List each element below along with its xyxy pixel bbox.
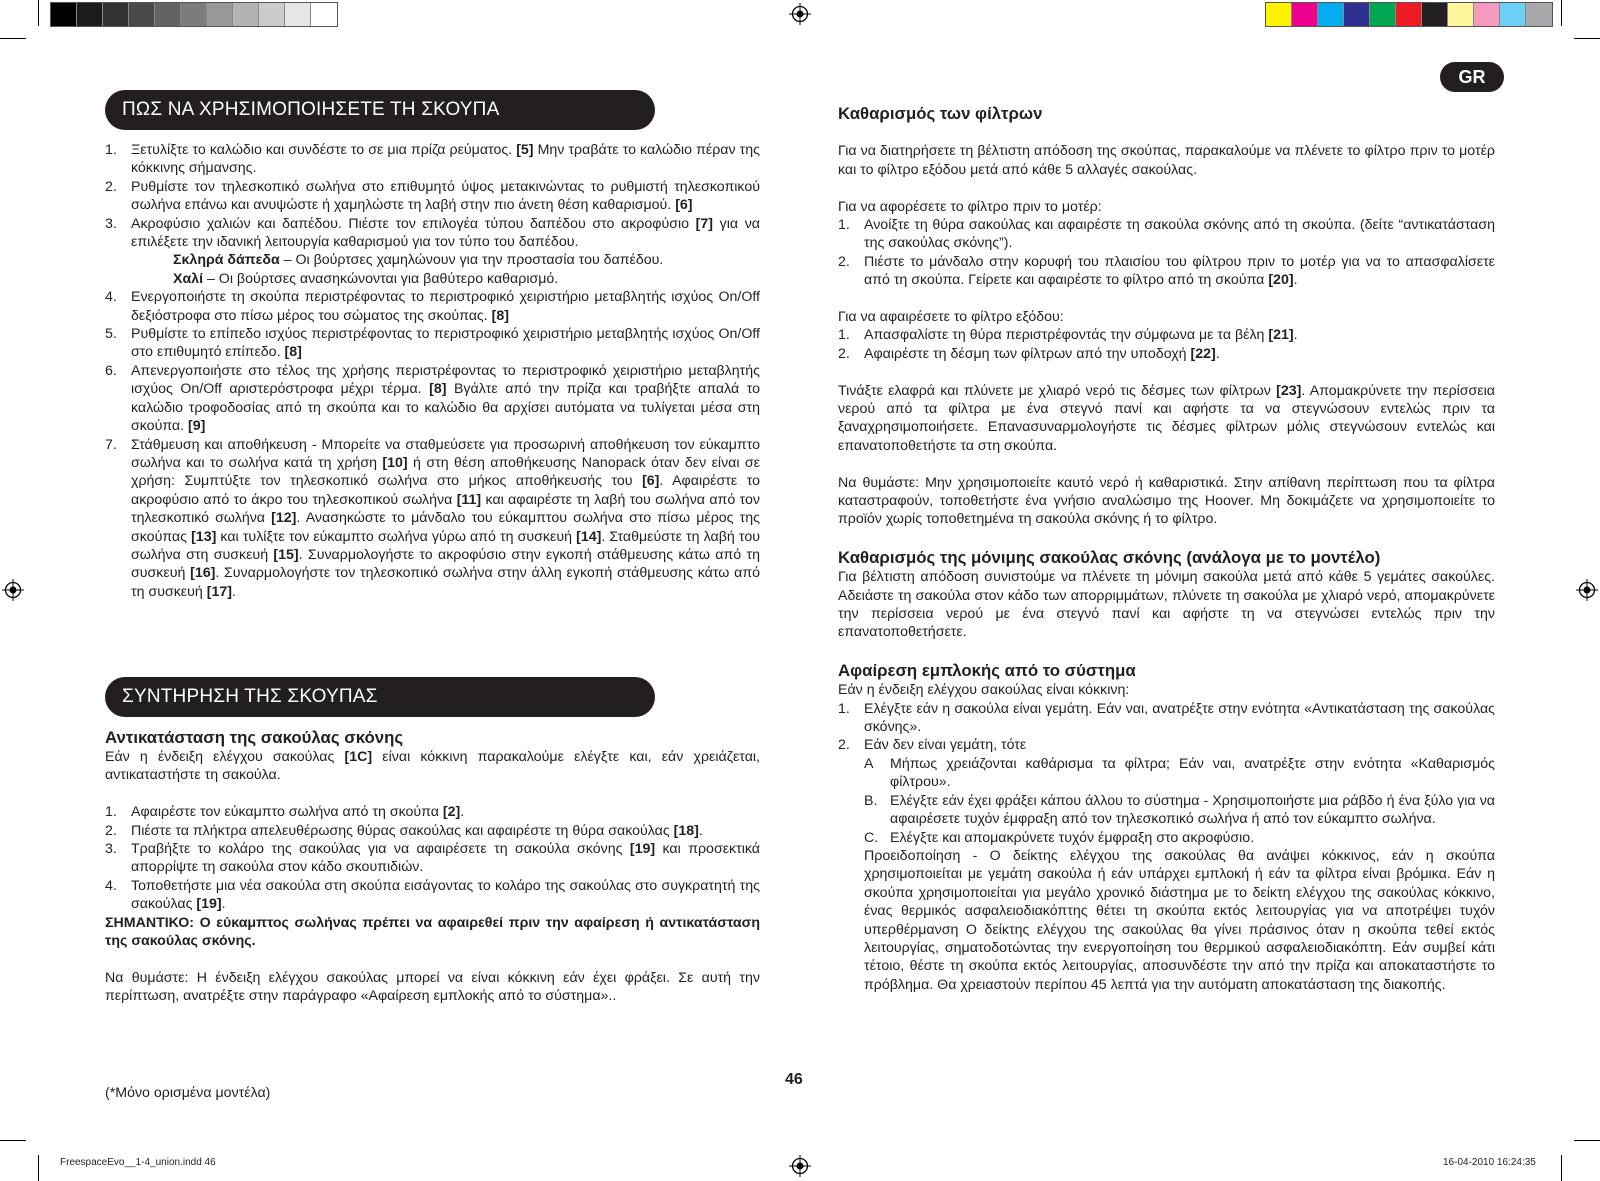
list-item: 2. Αφαιρέστε τη δέσμη των φίλτρων από την υποδοχή [22]. — [838, 345, 1220, 362]
footnote: (*Μόνο ορισμένα μοντέλα) — [105, 1085, 271, 1101]
color-swatch — [233, 3, 259, 26]
color-swatch — [311, 3, 337, 26]
usage-instructions — [105, 141, 760, 601]
list-item: 7. Στάθμευση και αποθήκευση - Μπορείτε να σταθμεύσετε για προσωρινή αποθήκευση τον εύκαμπτο σωλήνα και το σωλήνα κατά τη χρήση [10] ή στη θέση αποθήκευσης Nanopack όταν δεν είναι σε χρήση: Συμπτύξτε τον τηλεσκοπικό σωλήνα στο μήκος αποθήκευσής του [6]. Αφαιρέστε το ακροφύσιο από το άκρο του τηλεσκοπικού σωλήνα [11] και αφαιρέστε τη λαβή του σωλήνα από τον τηλεσκοπικό σωλήνα [12]. Ανασηκώστε το μάνδαλο του εύκαμπτου σωλήνα στο πίσω μέρος της σκούπας [13] και τυλίξτε τον εύκαμπτο σωλήνα γύρω από τη συσκευή [14]. Σταθμεύστε τη λαβή του σωλήνα στη συσκευή [15]. Συναρμολογήστε το ακροφύσιο στην εγκοπή στάθμευσης κάτω από τη συσκευή [16]. Συναρμολογήστε τον τηλεσκοπικό σωλήνα στην άλλη εγκοπή στάθμευσης κάτω από τη συσκευή [17]. — [105, 436, 761, 600]
list-item: 6. Απενεργοποιήστε στο τέλος της χρήσης περιστρέφοντας το περιστροφικό χειριστήριο μεταβλητής ισχύος On/Off αριστερόστροφα μέχρι τέρμα. [8] Βγάλτε από την πρίζα και τραβήξτε απαλά το καλώδιο τροφοδοσίας από τη σκούπα και το καλώδιο θα αρχίσει αυτόματα να τυλίγεται μέσα στη σκούπα. [9] — [105, 362, 760, 435]
list-item: 1. Απασφαλίστε τη θύρα περιστρέφοντάς την σύμφωνα με τα βέλη [21]. — [838, 327, 1298, 344]
slug-filename: FreespaceEvo__1-4_union.indd 46 — [60, 1157, 216, 1168]
list-item: 1. Ανοίξτε τη θύρα σακούλας και αφαιρέστε τη σακούλα σκόνης από τη σκούπα. (δείτε “αντικατάσταση της σακούλας σκόνης”). — [838, 217, 1495, 252]
list-item: 1. Ξετυλίξτε το καλώδιο και συνδέστε το σε μια πρίζα ρεύματος. [5] Μην τραβάτε το καλώδιο πέραν της κόκκινης σήμανσης. — [105, 142, 760, 177]
section-header-maintenance: ΣΥΝΤΗΡΗΣΗ ΤΗΣ ΣΚΟΥΠΑΣ — [105, 677, 655, 717]
color-swatch — [1266, 3, 1292, 26]
color-swatch — [1474, 3, 1500, 26]
registration-mark-top-icon — [789, 3, 811, 25]
color-swatch — [1526, 3, 1552, 26]
permanent-bag-text: Για βέλτιστη απόδοση συνιστούμε να πλένετε τη μόνιμη σακούλα μετά από κάθε 5 γεμάτες σακούλες. Αδειάστε τη σακούλα στον κάδο των απορριμμάτων, πλύνετε τη σακούλα με χλιαρό νερό, απομακρύνετε την περίσσεια νερού με ένα στεγνό πανί και αφήστε τη να στεγνώσει εντελώς πριν την επανατοποθετήσετε. — [838, 569, 1495, 641]
color-swatch — [129, 3, 155, 26]
bag-replacement-heading: Αντικατάσταση της σακούλας σκόνης — [105, 728, 404, 747]
thermal-cutout-warning: Προειδοποίηση - Ο δείκτης ελέγχου της σακούλας θα ανάψει κόκκινος, εάν η σκούπα χρησιμοποιείται με γεμάτη σακούλα ή εάν υπάρχει εμπλοκή ή εάν τα φίλτρα είναι βρόμικα. Εάν η σκούπα χρησιμοποιείται για μεγάλο χρονικό διάστημα με το δείκτη ελέγχου της σακούλας κόκκινο, ένας θερμικός ασφαλειοδιακόπτης θέτει τη σκούπα εκτός λειτουργίας για να αποτρέψει τυχόν υπερθέρμανση Ο δείκτης ελέγχου της σακούλας θα γίνει πράσινος όταν η σκούπα τεθεί εκτός λειτουργίας, σηματοδοτώντας την ενεργοποίηση του θερμικού ασφαλειοδιακόπτη. Εάν συμβεί κάτι τέτοιο, θέστε τη σκούπα εκτός λειτουργίας, αποσυνδέστε την από την πρίζα και αποκαταστήστε το πρόβλημα. Θα χρειαστούν περίπου 45 λεπτά για την αυτόματη αποκατάσταση της διακοπής. — [864, 847, 1495, 993]
filter-cleaning-heading: Καθαρισμός των φίλτρων — [838, 104, 1043, 123]
list-item: 5. Ρυθμίστε το επίπεδο ισχύος περιστρέφοντας το περιστροφικό χειριστήριο μεταβλητής ισχύος On/Off στο επιθυμητό επίπεδο. [8] — [105, 326, 760, 361]
crop-mark — [1574, 1140, 1600, 1141]
list-item: 2. Εάν δεν είναι γεμάτη, τότε — [838, 737, 1027, 754]
premotor-filter-title: Για να αφορέσετε το φίλτρο πριν το μοτέρ: — [838, 198, 1102, 215]
floor-type-hard: Σκληρά δάπεδα – Οι βούρτσες χαμηλώνουν για την προστασία του δαπέδου. — [173, 252, 664, 269]
filter-and-blockage-instructions — [838, 103, 1495, 994]
crop-mark — [1561, 1155, 1562, 1181]
color-swatch — [259, 3, 285, 26]
floor-type-carpet: Χαλί – Οι βούρτσες ανασηκώνονται για βαθύτερο καθαρισμό. — [173, 270, 559, 287]
color-swatch — [1370, 3, 1396, 26]
list-item: 4. Τοποθετήστε μια νέα σακούλα στη σκούπα εισάγοντας το κολάρο της σακούλας στο συγκρατητή της σακούλας [19]. — [105, 877, 760, 913]
important-notice: ΣΗΜΑΝΤΙΚΟ: Ο εύκαμπτος σωλήνας πρέπει να αφαιρεθεί πριν την αφαίρεση ή αντικατάσταση της σακούλας σκόνης. — [105, 914, 760, 950]
list-item: B. Ελέγξτε εάν έχει φράξει κάπου άλλου το σύστημα - Χρησιμοποιήστε μια ράβδο ή ένα ξύλο για να αφαιρέσετε τυχόν έμφραξη από τον τηλεσκοπικό σωλήνα ή από τον εύκαμπτο σωλήνα. — [864, 792, 1495, 828]
bag-replacement-intro: Εάν η ένδειξη ελέγχου σακούλας [1C] είναι κόκκινη παρακαλούμε ελέγξτε και, εάν χρειάζεται, αντικαταστήστε τη σακούλα. — [105, 749, 760, 784]
color-swatch — [207, 3, 233, 26]
crop-mark — [0, 1140, 26, 1141]
color-swatch — [1292, 3, 1318, 26]
crop-mark — [38, 1155, 39, 1181]
grayscale-calibration-bar — [50, 2, 338, 27]
color-swatch — [1422, 3, 1448, 26]
color-swatch — [1396, 3, 1422, 26]
crop-mark — [1574, 38, 1600, 39]
exhaust-filter-title: Για να αφαιρέσετε το φίλτρο εξόδου: — [838, 309, 1064, 326]
color-swatch — [1344, 3, 1370, 26]
list-item: A Μήπως χρειάζονται καθάρισμα τα φίλτρα; Εάν ναι, ανατρέξτε στην ενότητα «Καθαρισμός φίλτρου». — [864, 755, 1495, 791]
color-swatch — [1500, 3, 1526, 26]
permanent-bag-heading: Καθαρισμός της μόνιμης σακούλας σκόνης (ανάλογα με το μοντέλο) — [838, 548, 1381, 568]
list-item: 3. Τραβήξτε το κολάρο της σακούλας για να αφαιρέσετε τη σακούλα σκόνης [19] και προσεκτικά απορρίψτε τη σακούλα στον κάδο σκουπιδιών. — [105, 841, 760, 876]
filter-cleaning-intro: Για να διατηρήσετε τη βέλτιστη απόδοση της σκούπας, παρακαλούμε να πλένετε το φίλτρο πριν το μοτέρ και το φίλτρο εξόδου μετά από κάθε 5 αλλαγές σακούλας. — [838, 143, 1495, 178]
crop-mark — [0, 38, 26, 39]
crop-mark — [1561, 0, 1562, 26]
section-header-how-to-use: ΠΩΣ ΝΑ ΧΡΗΣΙΜΟΠΟΙΗΣΕΤΕ ΤΗ ΣΚΟΥΠΑ — [105, 90, 655, 130]
list-item: 1. Αφαιρέστε τον εύκαμπτο σωλήνα από τη σκούπα [2]. — [105, 804, 465, 821]
list-item: 1. Ελέγξτε εάν η σακούλα είναι γεμάτη. Εάν ναι, ανατρέξτε στην ενότητα «Αντικατάσταση της σακούλας σκόνης». — [838, 700, 1495, 736]
color-calibration-bar — [1265, 2, 1553, 27]
color-swatch — [103, 3, 129, 26]
blockage-intro: Εάν η ένδειξη ελέγχου σακούλας είναι κόκκινη: — [838, 682, 1130, 699]
list-item: 2. Πιέστε τα πλήκτρα απελευθέρωσης θύρας σακούλας και αφαιρέστε τη θύρα σακούλας [18]. — [105, 822, 703, 839]
maintenance-instructions — [105, 727, 760, 1006]
list-item: C. Ελέγξτε και απομακρύνετε τυχόν έμφραξη στο ακροφύσιο. — [864, 829, 1255, 846]
list-item: 2. Πιέστε το μάνδαλο στην κορυφή του πλαισίου του φίλτρου πριν το μοτέρ για να το απασφαλίσετε από τη σκούπα. Γείρετε και αφαιρέστε το φίλτρο από τη σκούπα [20]. — [838, 253, 1495, 289]
color-swatch — [285, 3, 311, 26]
list-item: 3. Ακροφύσιο χαλιών και δαπέδου. Πιέστε τον επιλογέα τύπου δαπέδου στο ακροφύσιο [7] για να επιλέξετε την ιδανική λειτουργία καθαρισμού για τον τύπο του δαπέδου. — [105, 215, 760, 251]
registration-mark-bottom-icon — [789, 1155, 811, 1177]
filter-wash-instructions: Τινάξτε ελαφρά και πλύνετε με χλιαρό νερό τις δέσμες των φίλτρων [23]. Απομακρύνετε την περίσσεια νερού από τα φίλτρα με ένα στεγνό πανί και αφήστε τα να στεγνώσουν εντελώς πριν τα ξαναχρησιμοποιήσετε. Επανασυναρμολογήστε τις δέσμες φίλτρων μόλις στεγνώσουν εντελώς και επανατοποθετήστε τα στη σκούπα. — [838, 382, 1495, 454]
color-swatch — [77, 3, 103, 26]
color-swatch — [181, 3, 207, 26]
blockage-heading: Αφαίρεση εμπλοκής από το σύστημα — [838, 661, 1136, 681]
registration-mark-left-icon — [2, 579, 24, 601]
bag-remember-note: Να θυμάστε: Η ένδειξη ελέγχου σακούλας μπορεί να είναι κόκκινη εάν έχει φράξει. Σε αυτή την περίπτωση, ανατρέξτε στην παράγραφο «Αφαίρεση εμπλοκής από το σύστημα».. — [105, 969, 760, 1005]
filter-remember-note: Να θυμάστε: Μην χρησιμοποιείτε καυτό νερό ή καθαριστικά. Στην απίθανη περίπτωση που τα φίλτρα καταστραφούν, τοποθετήστε ένα γνήσιο αναλώσιμο της Hoover. Μη δοκιμάζετε να χρησιμοποιείτε το προϊόν χωρίς τοποθετημένα τη σακούλα σκόνης ή το φίλτρο. — [838, 474, 1495, 528]
color-swatch — [155, 3, 181, 26]
color-swatch — [1318, 3, 1344, 26]
registration-mark-right-icon — [1576, 579, 1598, 601]
color-swatch — [1448, 3, 1474, 26]
list-item: 4. Ενεργοποιήστε τη σκούπα περιστρέφοντας το περιστροφικό χειριστήριο μεταβλητής ισχύος On/Off δεξιόστροφα στο πίσω μέρος του σώματος της σκούπας. [8] — [105, 289, 760, 324]
color-swatch — [51, 3, 77, 26]
slug-timestamp: 16-04-2010 16:24:35 — [1443, 1157, 1536, 1168]
language-badge: GR — [1440, 62, 1504, 92]
list-item: 2. Ρυθμίστε τον τηλεσκοπικό σωλήνα στο επιθυμητό ύψος μετακινώντας το ρυθμιστή τηλεσκοπικού σωλήνα επάνω και ανυψώστε ή χαμηλώστε τη λαβή στην πιο άνετη θέση καθαρισμού. [6] — [105, 178, 760, 214]
page-number: 46 — [785, 1071, 803, 1088]
crop-mark — [38, 0, 39, 26]
